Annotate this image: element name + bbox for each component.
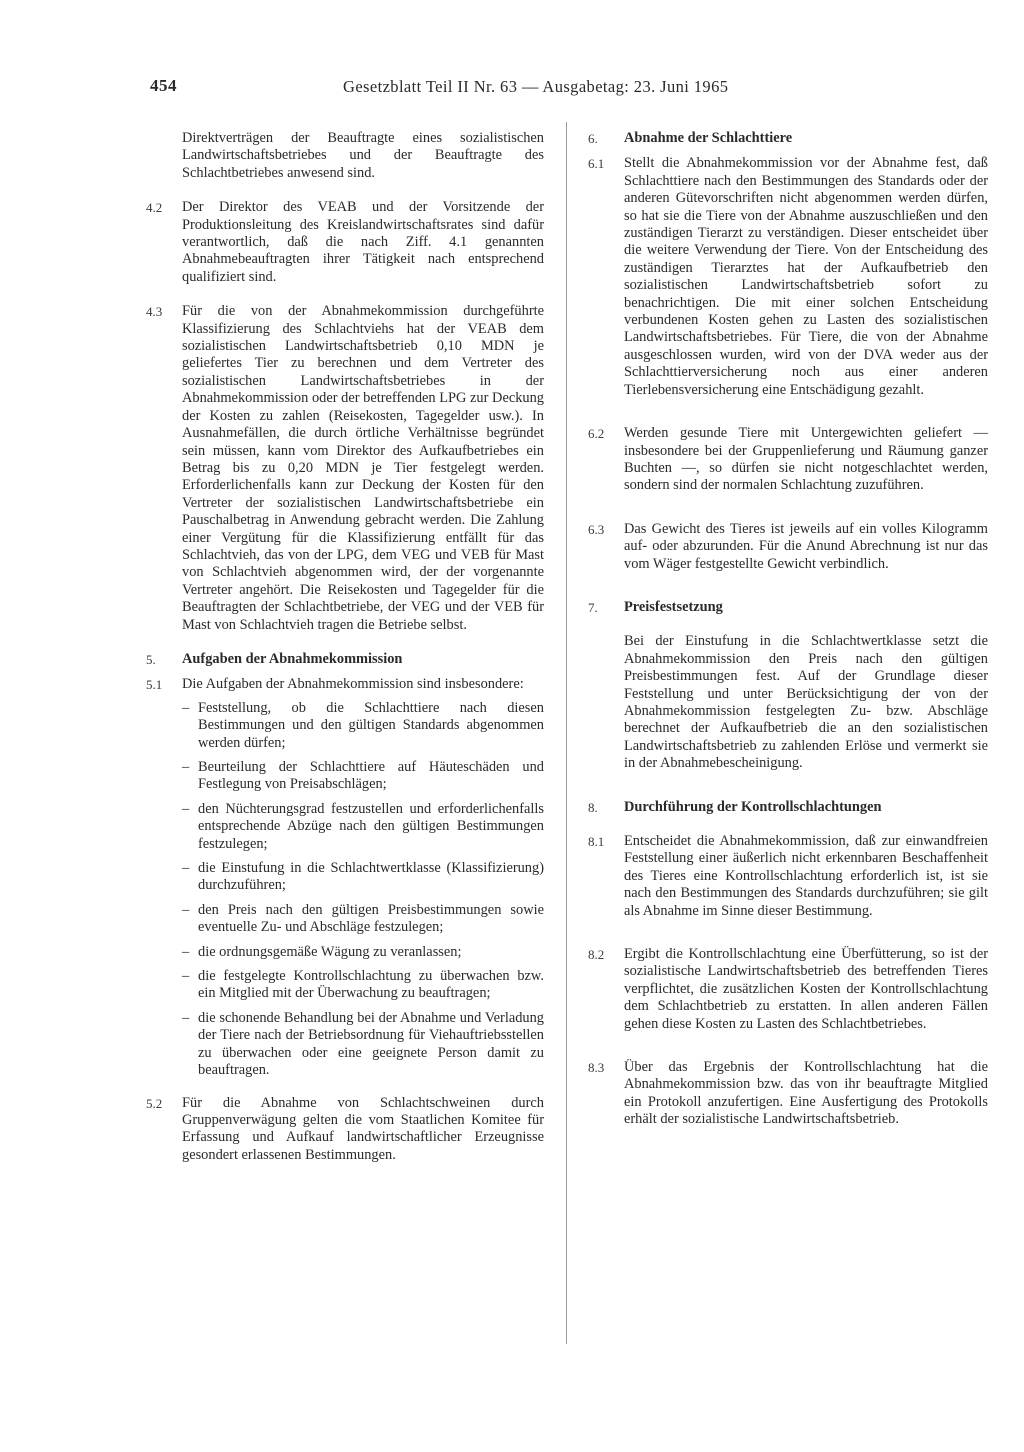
section-heading: Preisfestsetzung: [624, 598, 723, 615]
section-body: [182, 676, 544, 1086]
section-number: [146, 130, 182, 131]
list-item: – den Preis nach den gültigen Preisbestimmungen sowie eventuelle Zu- und Abschläge festzulegen;: [182, 902, 544, 937]
section-7-heading: [588, 599, 988, 616]
section-5-1: [146, 676, 544, 1086]
section-number: [588, 633, 624, 634]
section-number: 4.3: [146, 304, 163, 320]
section-6-heading: [588, 130, 988, 147]
section-heading: Aufgaben der Abnahmekommission: [182, 650, 403, 667]
section-number: 6.3: [588, 521, 605, 537]
left-column: [146, 130, 544, 1164]
paragraph-text: Ergibt die Kontrollschlachtung eine Überfütterung, so ist der sozialistische Landwirtschaftsbetrieb des betreffenden Tieres verpflichtet, die zusätzlichen Kosten der Kontrollschlachtung dem Schlachtbetrieb zu erstatten. In allen anderen Fällen gehen diese Kosten zu Lasten des Schlachtbetriebes.: [624, 946, 988, 1032]
list-item: – die Einstufung in die Schlachtwertklasse (Klassifizierung) durchzuführen;: [182, 860, 544, 895]
list-item: – die festgelegte Kontrollschlachtung zu überwachen bzw. ein Mitglied mit der Überwachung zu beauftragen;: [182, 968, 544, 1003]
paragraph-text: Das Gewicht des Tieres ist jeweils auf ein volles Kilogramm auf- oder abzurunden. Für die Anund Abrechnung ist nur das vom Wäger festgestellte Gewicht verbindlich.: [624, 520, 988, 572]
paragraph-text: Bei der Einstufung in die Schlachtwertklasse setzt die Abnahmekommission den Preis nach den gültigen Preisbestimmungen fest. Auf der Grundlage dieser Feststellung und unter Berücksichtigung der von der Abnahmekommission festgelegten Zu- bzw. Abschläge berechnet der Aufkaufbetrieb die an den sozialistischen Landwirtschaftsbetrieb zu zahlenden Erlöse und vermerkt sie in der Abnahmebescheinigung.: [624, 633, 988, 772]
paragraph-text: Stellt die Abnahmekommission vor der Abnahme fest, daß Schlachttiere nach den Bestimmungen des Standards oder der anderen Gütevorschriften nicht abgenommen werden dürfen, so hat sie die Tiere von der Abnahme auszuschließen und den zuständigen Tierarzt zu verständigen. Dieser entscheidet über die weitere Verwendung der Tiere. Von der Entscheidung des zuständigen Tierarztes hat der Aufkaufbetrieb den sozialistischen Landwirtschaftsbetrieb sofort zu benachrichtigen. Die mit einer solchen Entscheidung verbundenen Kosten gehen zu Lasten des sozialistischen Landwirtschaftsbetriebes. Für Tiere, die von der Abnahme ausgeschlossen wurden, wird von der DVA weder aus der Schlachttierversicherung noch aus einer anderen Tierlebensversicherung eine Entschädigung gezahlt.: [624, 155, 988, 398]
paragraph-text: Werden gesunde Tiere mit Untergewichten geliefert — insbesondere bei der Gruppenlieferung und Räumung ganzer Buchten —, so dürfen sie nicht notgeschlachtet werden, sondern sind der normalen Schlachtung zuzuführen.: [624, 425, 988, 494]
section-number: 8.: [588, 799, 598, 815]
section-6-1: [588, 155, 988, 399]
section-heading: Abnahme der Schlachttiere: [624, 130, 793, 146]
section-number: 6.2: [588, 426, 605, 442]
section-number: 5.2: [146, 1095, 163, 1111]
section-number: 6.: [588, 131, 598, 146]
section-number: 5.1: [146, 677, 163, 693]
paragraph-text: Direktverträgen der Beauftragte eines sozialistischen Landwirtschaftsbetriebes und der Beauftragte des Schlachtbetriebes anwesend sind.: [182, 130, 544, 181]
page-header: [150, 76, 990, 100]
section-number: 8.2: [588, 947, 605, 963]
list-item: – den Nüchterungsgrad festzustellen und erforderlichenfalls entsprechende Abzüge nach den gültigen Bestimmungen festzulegen;: [182, 801, 544, 853]
section-4-2: [146, 199, 544, 286]
section-number: 7.: [588, 599, 598, 615]
section-8-3: [588, 1059, 988, 1129]
section-8-heading: [588, 799, 988, 816]
paragraph-text: Über das Ergebnis der Kontrollschlachtung hat die Abnahmekommission bzw. das von ihr beauftragte Mitglied ein Protokoll anzufertigen. Eine Ausfertigung des Protokolls erhält der sozialistische Landwirtschaftsbetrieb.: [624, 1059, 988, 1128]
column-divider: [566, 122, 567, 1344]
paragraph-text: Die Aufgaben der Abnahmekommission sind insbesondere:: [182, 676, 524, 693]
section-7-body: [588, 633, 988, 772]
section-number: 5.: [146, 651, 156, 667]
section-8-1: [588, 833, 988, 920]
paragraph-text: Für die von der Abnahmekommission durchgeführte Klassifizierung des Schlachtviehs hat der VEAB dem sozialistischen Landwirtschaftsbetrieb 0,10 MDN je geliefertes Tier zu berechnen und dem Vertreter des sozialistischen Landwirtschaftsbetriebes in der Abnahmekommission oder der betreffenden LPG zur Deckung der Kosten zu zahlen (Reisekosten, Tagegelder usw.). In Ausnahmefällen, die durch örtliche Verhältnisse begründet sein müssen, kann vom Direktor des Aufkaufbetriebes ein Betrag bis zu 0,20 MDN je Tier festgelegt werden. Erforderlichenfalls kann zur Deckung der Kosten für den Vertreter der sozialistischen Landwirtschaftsbetriebe ein Pauschalbetrag in Anwendung gebracht werden. Die Zahlung einer Vergütung für die Klassifizierung entfällt für das Schlachtvieh, das von der LPG, dem VEG und VEB für Mast von Schlachtvieh abgenommen wird, der der vorgenannte Vertreter angehört. Die Reisekosten und Tagegelder für die Beauftragten der Schlachtbetriebe, der VEG und der VEB für Mast von Schlachtvieh tragen die Betriebe selbst.: [182, 303, 544, 633]
list-item: – Beurteilung der Schlachttiere auf Häuteschäden und Festlegung von Preisabschlägen;: [182, 759, 544, 794]
section-number: 4.2: [146, 200, 163, 216]
section-8-2: [588, 946, 988, 1033]
page-number: 454: [150, 76, 177, 95]
section-number: 8.3: [588, 1060, 605, 1076]
section-number: 6.1: [588, 156, 605, 172]
section-4-3: [146, 303, 544, 634]
task-list: [182, 700, 544, 1080]
section-5-heading: [146, 651, 544, 668]
list-item: – die schonende Behandlung bei der Abnahme und Verladung der Tiere nach der Betriebsordnung für Viehauftriebsstellen zu überwachen oder eine geeignete Person damit zu beauftragen.: [182, 1010, 544, 1080]
section-heading: Durchführung der Kontrollschlachtungen: [624, 798, 882, 815]
right-column: [588, 130, 988, 1129]
paragraph-intro: [146, 130, 544, 182]
running-title: Gesetzblatt Teil II Nr. 63 — Ausgabetag: 23. Juni 1965: [343, 77, 729, 96]
paragraph-text: Der Direktor des VEAB und der Vorsitzende der Produktionsleitung des Kreislandwirtschaftsrates sind dafür verantwortlich, daß die nach Ziff. 4.1 genannten Abnahmebeauftragten ihrer Tätigkeit nach entsprechend qualifiziert sind.: [182, 199, 544, 285]
section-number: 8.1: [588, 834, 605, 849]
paragraph-text: Entscheidet die Abnahmekommission, daß zur einwandfreien Feststellung einer äußerlich nicht erkennbaren Beschaffenheit des Tieres eine Kontrollschlachtung erforderlich ist, ist sie nach den Bestimmungen des Standards durchzuführen; sie gilt als Abnahme im Sinne dieser Bestimmung.: [624, 833, 988, 919]
section-6-3: [588, 521, 988, 573]
section-5-2: [146, 1095, 544, 1165]
section-6-2: [588, 425, 988, 495]
list-item: – die ordnungsgemäße Wägung zu veranlassen;: [182, 944, 544, 961]
paragraph-text: Für die Abnahme von Schlachtschweinen durch Gruppenverwägung gelten die vom Staatlichen Komitee für Erfassung und Aufkauf landwirtschaftlicher Erzeugnisse gesondert erlassenen Bestimmungen.: [182, 1094, 544, 1163]
list-item: – Feststellung, ob die Schlachttiere nach diesen Bestimmungen und den gültigen Standards abgenommen werden dürfen;: [182, 700, 544, 752]
